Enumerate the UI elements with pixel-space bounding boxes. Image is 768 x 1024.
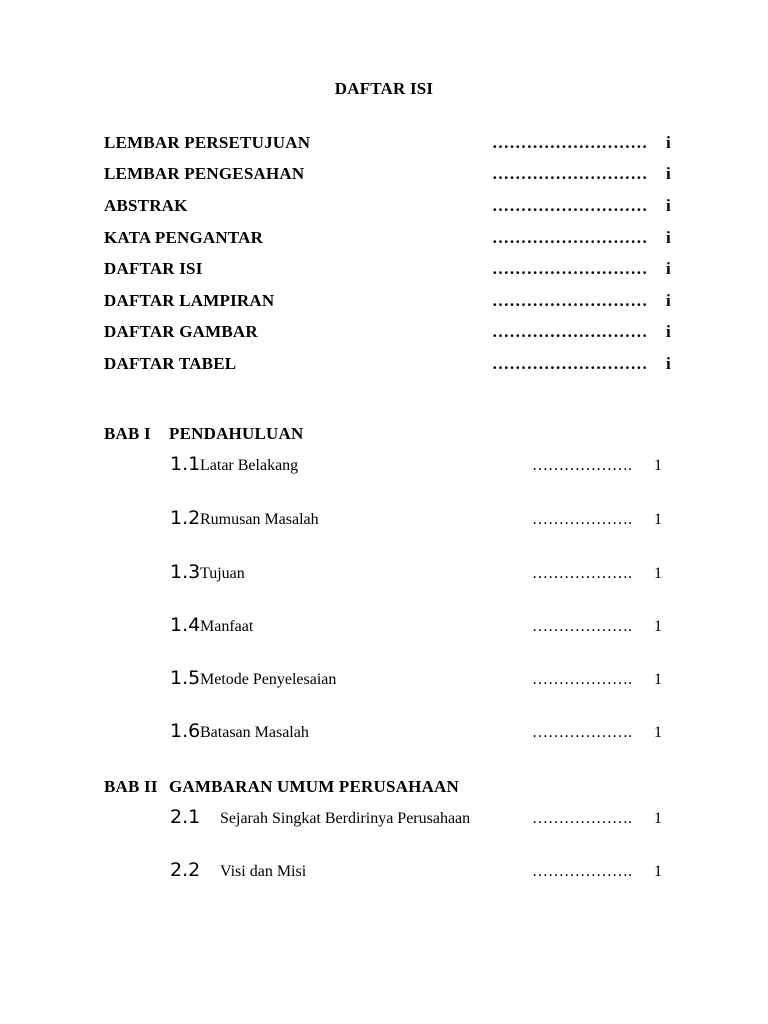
toc-entry-lembar-persetujuan [104,133,684,155]
toc-entry-label: LEMBAR PERSETUJUAN [104,133,311,152]
toc-entry-daftar-isi [104,259,684,281]
section-number: 2.1 [170,806,201,828]
toc-entry-label: KATA PENGANTAR [104,228,264,247]
section-title: Sejarah Singkat Berdirinya Perusahaan [220,810,471,827]
toc-leader-dots: ………………. [532,724,632,741]
toc-page-number: 1 [654,810,662,827]
toc-subentry-1-5 [104,667,684,693]
toc-leader-dots: ………………. [532,457,632,474]
section-title: Manfaat [200,618,254,635]
toc-leader-dots: ……………………… [492,259,648,278]
chapter-number: BAB I [104,424,151,443]
toc-leader-dots: ………………. [532,565,632,582]
toc-leader-dots: ……………………… [492,164,648,183]
toc-page-number: 1 [654,724,662,741]
toc-page-number: i [666,164,671,183]
section-title: Latar Belakang [200,457,299,474]
toc-subentry-2-2 [104,859,684,885]
chapter-title: GAMBARAN UMUM PERUSAHAAN [169,777,459,796]
toc-page-number: i [666,259,671,278]
toc-leader-dots: ………………. [532,863,632,880]
section-number: 1.2 [170,507,201,529]
toc-page-number: 1 [654,457,662,474]
toc-page-number: 1 [654,863,662,880]
toc-entry-label: ABSTRAK [104,196,188,215]
toc-leader-dots: ………………. [532,511,632,528]
toc-subentry-1-2 [104,507,684,533]
section-number: 2.2 [170,859,201,881]
toc-leader-dots: ………………. [532,810,632,827]
toc-page-number: 1 [654,671,662,688]
toc-entry-label: DAFTAR TABEL [104,354,237,373]
toc-subentry-1-6 [104,720,684,746]
section-number: 1.4 [170,614,201,636]
toc-page-number: i [666,354,671,373]
toc-leader-dots: ………………. [532,618,632,635]
toc-subentry-1-3 [104,561,684,587]
section-number: 1.1 [170,453,201,475]
section-title: Metode Penyelesaian [200,671,337,688]
toc-page-number: 1 [654,511,662,528]
section-title: Visi dan Misi [220,863,307,880]
toc-page-number: i [666,228,671,247]
toc-leader-dots: ………………. [532,671,632,688]
toc-subentry-1-4 [104,614,684,640]
toc-entry-kata-pengantar [104,228,684,250]
chapter-title: PENDAHULUAN [169,424,304,443]
toc-leader-dots: ……………………… [492,354,648,373]
chapter-number: BAB II [104,777,158,796]
toc-entry-label: DAFTAR LAMPIRAN [104,291,275,310]
toc-entry-daftar-tabel [104,354,684,376]
toc-entry-abstrak [104,196,684,218]
toc-leader-dots: ……………………… [492,228,648,247]
toc-page-number: i [666,291,671,310]
page-title: DAFTAR ISI [334,79,434,98]
toc-entry-label: LEMBAR PENGESAHAN [104,164,305,183]
section-number: 1.5 [170,667,201,689]
toc-entry-lembar-pengesahan [104,164,684,186]
toc-page-number: i [666,133,671,152]
toc-entry-label: DAFTAR GAMBAR [104,322,258,341]
toc-entry-label: DAFTAR ISI [104,259,203,278]
section-number: 1.3 [170,561,201,583]
section-title: Rumusan Masalah [200,511,319,528]
toc-subentry-1-1 [104,453,684,479]
toc-page-number: 1 [654,565,662,582]
toc-page-number: 1 [654,618,662,635]
toc-page-number: i [666,322,671,341]
toc-leader-dots: ……………………… [492,133,648,152]
toc-leader-dots: ……………………… [492,291,648,310]
toc-leader-dots: ……………………… [492,196,648,215]
section-number: 1.6 [170,720,201,742]
toc-entry-daftar-gambar [104,322,684,344]
section-title: Batasan Masalah [200,724,309,741]
toc-subentry-2-1 [104,806,684,832]
chapter-heading-bab-2 [104,777,459,797]
section-title: Tujuan [200,565,245,582]
chapter-heading-bab-1 [104,424,303,444]
toc-page-number: i [666,196,671,215]
toc-leader-dots: ……………………… [492,322,648,341]
toc-entry-daftar-lampiran [104,291,684,313]
